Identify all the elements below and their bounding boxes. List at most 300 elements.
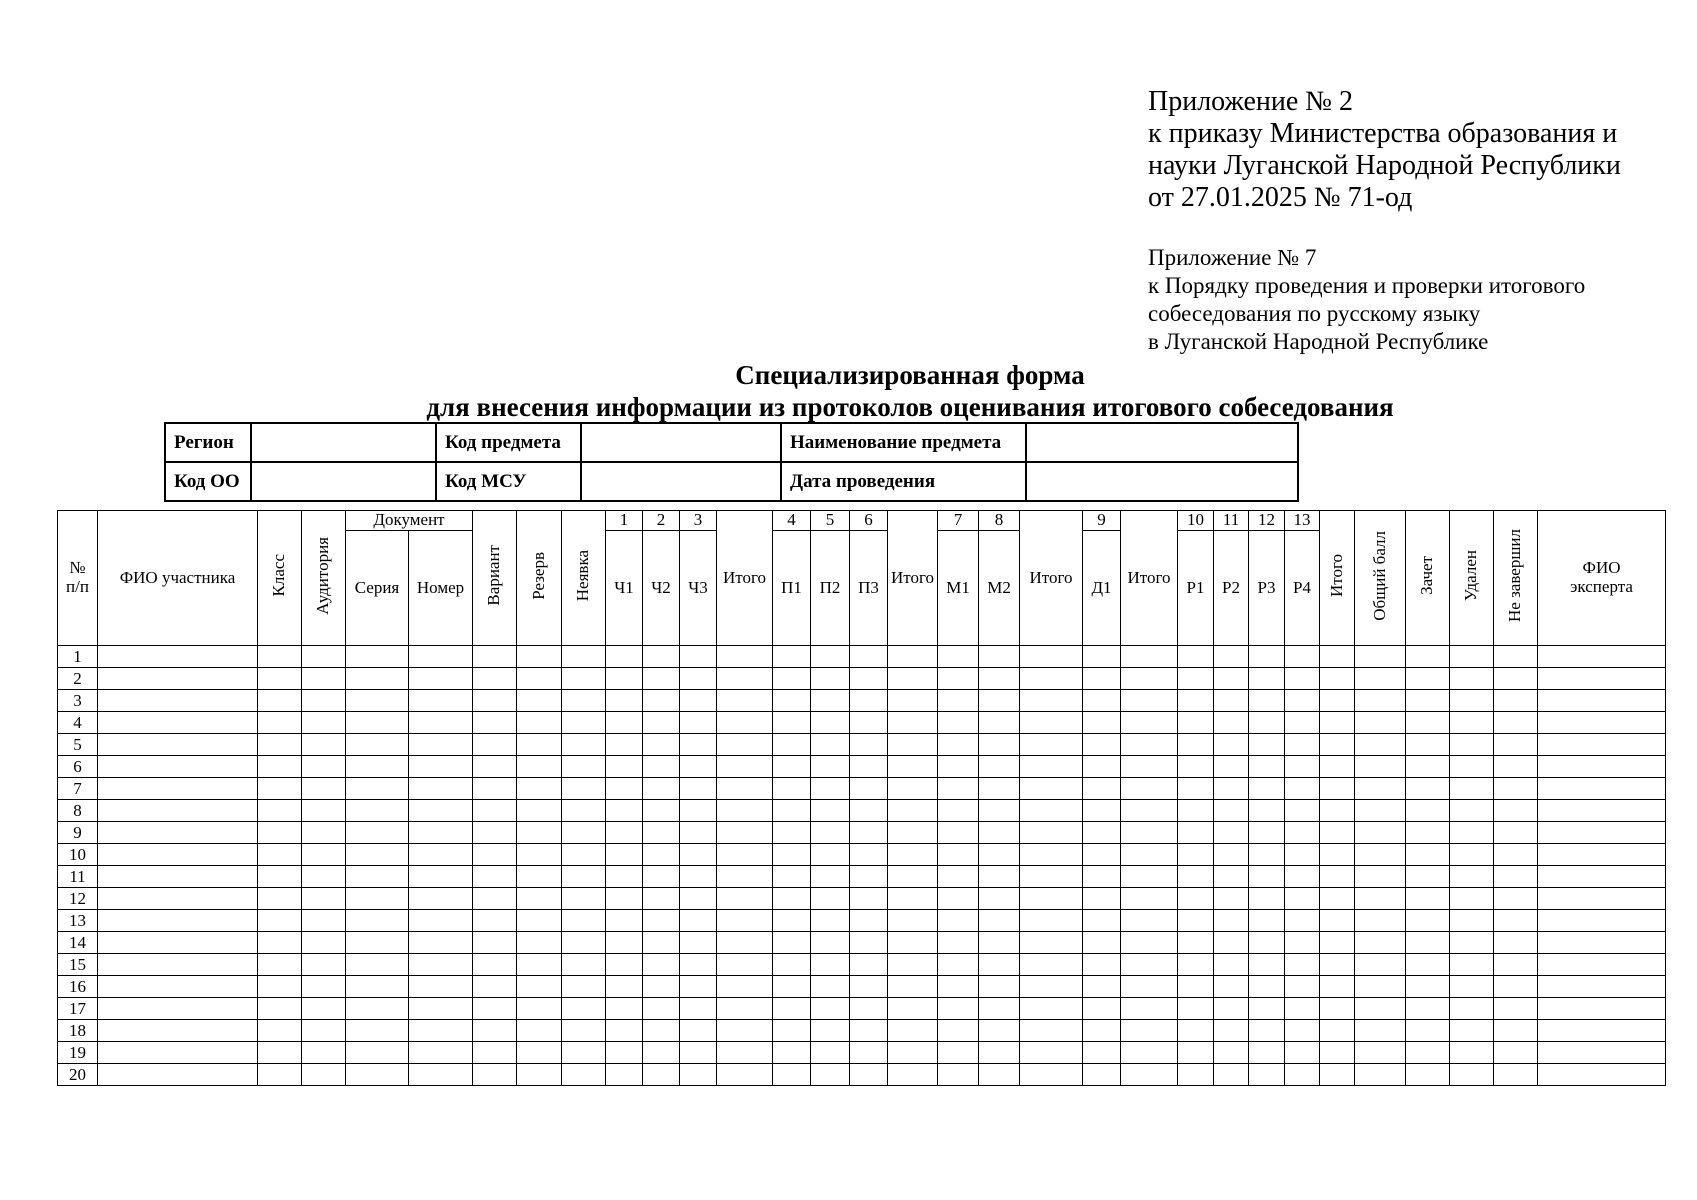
table-cell[interactable] — [1178, 712, 1214, 734]
table-cell[interactable] — [643, 668, 680, 690]
table-cell[interactable] — [1178, 910, 1214, 932]
table-cell[interactable] — [643, 1020, 680, 1042]
table-cell[interactable] — [1320, 778, 1355, 800]
table-cell[interactable] — [1538, 932, 1666, 954]
table-cell[interactable] — [562, 954, 606, 976]
table-cell[interactable] — [562, 888, 606, 910]
table-cell[interactable] — [938, 734, 979, 756]
table-cell[interactable] — [346, 954, 409, 976]
table-cell[interactable] — [1020, 712, 1083, 734]
table-cell[interactable] — [888, 1020, 938, 1042]
table-cell[interactable] — [1285, 954, 1320, 976]
table-cell[interactable] — [1121, 734, 1178, 756]
table-cell[interactable] — [302, 778, 346, 800]
table-cell[interactable] — [1450, 910, 1494, 932]
table-cell[interactable] — [979, 1020, 1020, 1042]
table-cell[interactable] — [773, 778, 811, 800]
table-cell[interactable] — [773, 1020, 811, 1042]
table-cell[interactable] — [346, 1042, 409, 1064]
table-cell[interactable] — [1178, 1042, 1214, 1064]
table-cell[interactable] — [1249, 646, 1285, 668]
table-cell[interactable] — [979, 866, 1020, 888]
table-cell[interactable] — [258, 932, 302, 954]
table-cell[interactable] — [302, 932, 346, 954]
table-cell[interactable] — [1355, 932, 1406, 954]
table-cell[interactable] — [938, 976, 979, 998]
table-cell[interactable] — [517, 712, 562, 734]
table-cell[interactable] — [562, 932, 606, 954]
table-cell[interactable] — [98, 932, 258, 954]
table-cell[interactable] — [979, 954, 1020, 976]
table-cell[interactable] — [850, 778, 888, 800]
table-cell[interactable] — [1538, 998, 1666, 1020]
table-cell[interactable] — [1178, 954, 1214, 976]
table-cell[interactable] — [1121, 822, 1178, 844]
table-cell[interactable] — [98, 668, 258, 690]
table-cell[interactable] — [1214, 1064, 1249, 1086]
table-cell[interactable] — [1494, 756, 1538, 778]
table-cell[interactable] — [1249, 668, 1285, 690]
table-cell[interactable] — [1083, 822, 1121, 844]
table-cell[interactable] — [1249, 844, 1285, 866]
table-cell[interactable] — [409, 1020, 473, 1042]
table-cell[interactable] — [98, 976, 258, 998]
table-cell[interactable] — [1178, 778, 1214, 800]
table-cell[interactable] — [1494, 690, 1538, 712]
table-cell[interactable] — [1121, 954, 1178, 976]
oo-code-field[interactable] — [251, 462, 436, 501]
table-cell[interactable] — [346, 800, 409, 822]
table-cell[interactable] — [258, 998, 302, 1020]
table-cell[interactable] — [473, 756, 517, 778]
table-cell[interactable] — [717, 1042, 773, 1064]
table-cell[interactable] — [979, 932, 1020, 954]
table-cell[interactable] — [517, 998, 562, 1020]
table-cell[interactable] — [258, 712, 302, 734]
table-cell[interactable] — [1083, 668, 1121, 690]
table-cell[interactable] — [1494, 954, 1538, 976]
table-cell[interactable] — [258, 1064, 302, 1086]
table-cell[interactable] — [680, 888, 717, 910]
table-cell[interactable] — [888, 866, 938, 888]
table-cell[interactable] — [811, 998, 850, 1020]
table-cell[interactable] — [979, 822, 1020, 844]
table-cell[interactable] — [1406, 976, 1450, 998]
table-cell[interactable] — [680, 1042, 717, 1064]
table-cell[interactable] — [606, 668, 643, 690]
table-cell[interactable] — [517, 866, 562, 888]
table-cell[interactable] — [979, 646, 1020, 668]
table-cell[interactable] — [346, 822, 409, 844]
table-cell[interactable] — [258, 954, 302, 976]
table-cell[interactable] — [302, 976, 346, 998]
table-cell[interactable] — [1355, 954, 1406, 976]
table-cell[interactable] — [409, 976, 473, 998]
table-cell[interactable] — [1320, 888, 1355, 910]
table-cell[interactable] — [1450, 844, 1494, 866]
table-cell[interactable] — [1285, 668, 1320, 690]
table-cell[interactable] — [562, 690, 606, 712]
table-cell[interactable] — [938, 998, 979, 1020]
table-cell[interactable] — [1450, 1064, 1494, 1086]
table-cell[interactable] — [517, 668, 562, 690]
table-cell[interactable] — [773, 954, 811, 976]
table-cell[interactable] — [1285, 646, 1320, 668]
table-cell[interactable] — [1214, 712, 1249, 734]
table-cell[interactable] — [1020, 910, 1083, 932]
table-cell[interactable] — [473, 910, 517, 932]
table-cell[interactable] — [1121, 976, 1178, 998]
table-cell[interactable] — [773, 932, 811, 954]
table-cell[interactable] — [773, 1064, 811, 1086]
table-cell[interactable] — [1538, 1020, 1666, 1042]
table-cell[interactable] — [1121, 712, 1178, 734]
table-cell[interactable] — [1214, 778, 1249, 800]
table-cell[interactable] — [346, 932, 409, 954]
table-cell[interactable] — [346, 734, 409, 756]
table-cell[interactable] — [1178, 998, 1214, 1020]
table-cell[interactable] — [606, 866, 643, 888]
table-cell[interactable] — [1355, 888, 1406, 910]
table-cell[interactable] — [1020, 1064, 1083, 1086]
table-cell[interactable] — [850, 1020, 888, 1042]
table-cell[interactable] — [1249, 954, 1285, 976]
table-cell[interactable] — [1249, 976, 1285, 998]
table-cell[interactable] — [562, 866, 606, 888]
table-cell[interactable] — [888, 932, 938, 954]
table-cell[interactable] — [409, 822, 473, 844]
table-cell[interactable] — [811, 800, 850, 822]
table-cell[interactable] — [606, 822, 643, 844]
table-cell[interactable] — [850, 844, 888, 866]
table-cell[interactable] — [1121, 690, 1178, 712]
table-cell[interactable] — [1214, 954, 1249, 976]
table-cell[interactable] — [1214, 1042, 1249, 1064]
table-cell[interactable] — [1320, 866, 1355, 888]
table-cell[interactable] — [98, 954, 258, 976]
table-cell[interactable] — [1020, 844, 1083, 866]
table-cell[interactable] — [773, 646, 811, 668]
table-cell[interactable] — [346, 1064, 409, 1086]
table-cell[interactable] — [1285, 822, 1320, 844]
table-cell[interactable] — [606, 734, 643, 756]
table-cell[interactable] — [562, 756, 606, 778]
table-cell[interactable] — [1214, 690, 1249, 712]
table-cell[interactable] — [1450, 800, 1494, 822]
table-cell[interactable] — [1450, 756, 1494, 778]
table-cell[interactable] — [1083, 778, 1121, 800]
table-cell[interactable] — [773, 866, 811, 888]
date-field[interactable] — [1026, 462, 1298, 501]
table-cell[interactable] — [1355, 866, 1406, 888]
table-cell[interactable] — [1494, 888, 1538, 910]
table-cell[interactable] — [680, 1020, 717, 1042]
table-cell[interactable] — [717, 866, 773, 888]
table-cell[interactable] — [562, 1042, 606, 1064]
table-cell[interactable] — [979, 712, 1020, 734]
table-cell[interactable] — [1214, 932, 1249, 954]
table-cell[interactable] — [680, 668, 717, 690]
table-cell[interactable] — [680, 800, 717, 822]
table-cell[interactable] — [979, 976, 1020, 998]
table-cell[interactable] — [473, 778, 517, 800]
table-cell[interactable] — [1355, 646, 1406, 668]
table-cell[interactable] — [1020, 778, 1083, 800]
table-cell[interactable] — [1538, 756, 1666, 778]
table-cell[interactable] — [1121, 800, 1178, 822]
table-cell[interactable] — [517, 646, 562, 668]
table-cell[interactable] — [1355, 778, 1406, 800]
table-cell[interactable] — [888, 712, 938, 734]
table-cell[interactable] — [888, 778, 938, 800]
table-cell[interactable] — [773, 844, 811, 866]
table-cell[interactable] — [1538, 1042, 1666, 1064]
table-cell[interactable] — [850, 1042, 888, 1064]
table-cell[interactable] — [680, 712, 717, 734]
table-cell[interactable] — [1020, 866, 1083, 888]
table-cell[interactable] — [473, 844, 517, 866]
table-cell[interactable] — [1355, 1042, 1406, 1064]
table-cell[interactable] — [1020, 976, 1083, 998]
table-cell[interactable] — [1538, 646, 1666, 668]
table-cell[interactable] — [346, 888, 409, 910]
table-cell[interactable] — [302, 712, 346, 734]
table-cell[interactable] — [1121, 756, 1178, 778]
table-cell[interactable] — [850, 932, 888, 954]
table-cell[interactable] — [409, 844, 473, 866]
table-cell[interactable] — [938, 954, 979, 976]
table-cell[interactable] — [562, 778, 606, 800]
table-cell[interactable] — [1320, 646, 1355, 668]
table-cell[interactable] — [717, 1064, 773, 1086]
table-cell[interactable] — [606, 712, 643, 734]
table-cell[interactable] — [258, 800, 302, 822]
table-cell[interactable] — [409, 778, 473, 800]
table-cell[interactable] — [1178, 888, 1214, 910]
table-cell[interactable] — [938, 712, 979, 734]
table-cell[interactable] — [979, 800, 1020, 822]
table-cell[interactable] — [1406, 866, 1450, 888]
table-cell[interactable] — [1020, 888, 1083, 910]
table-cell[interactable] — [1285, 1020, 1320, 1042]
table-cell[interactable] — [850, 998, 888, 1020]
table-cell[interactable] — [473, 646, 517, 668]
table-cell[interactable] — [98, 822, 258, 844]
table-cell[interactable] — [1214, 866, 1249, 888]
table-cell[interactable] — [1249, 778, 1285, 800]
table-cell[interactable] — [517, 1020, 562, 1042]
table-cell[interactable] — [302, 646, 346, 668]
table-cell[interactable] — [98, 756, 258, 778]
table-cell[interactable] — [1083, 800, 1121, 822]
table-cell[interactable] — [1020, 690, 1083, 712]
table-cell[interactable] — [1020, 668, 1083, 690]
table-cell[interactable] — [258, 976, 302, 998]
table-cell[interactable] — [517, 734, 562, 756]
table-cell[interactable] — [938, 1042, 979, 1064]
table-cell[interactable] — [1121, 932, 1178, 954]
table-cell[interactable] — [98, 1064, 258, 1086]
table-cell[interactable] — [1214, 1020, 1249, 1042]
table-cell[interactable] — [717, 1020, 773, 1042]
table-cell[interactable] — [302, 822, 346, 844]
table-cell[interactable] — [1538, 668, 1666, 690]
table-cell[interactable] — [1450, 888, 1494, 910]
table-cell[interactable] — [258, 1042, 302, 1064]
table-cell[interactable] — [979, 910, 1020, 932]
table-cell[interactable] — [1406, 998, 1450, 1020]
table-cell[interactable] — [1320, 844, 1355, 866]
table-cell[interactable] — [346, 668, 409, 690]
table-cell[interactable] — [302, 734, 346, 756]
table-cell[interactable] — [1538, 822, 1666, 844]
table-cell[interactable] — [680, 756, 717, 778]
table-cell[interactable] — [1320, 976, 1355, 998]
table-cell[interactable] — [811, 932, 850, 954]
table-cell[interactable] — [1121, 1064, 1178, 1086]
table-cell[interactable] — [938, 756, 979, 778]
table-cell[interactable] — [1320, 1042, 1355, 1064]
table-cell[interactable] — [258, 646, 302, 668]
table-cell[interactable] — [1178, 932, 1214, 954]
table-cell[interactable] — [302, 756, 346, 778]
table-cell[interactable] — [1178, 866, 1214, 888]
table-cell[interactable] — [717, 954, 773, 976]
table-cell[interactable] — [1020, 954, 1083, 976]
table-cell[interactable] — [643, 844, 680, 866]
table-cell[interactable] — [473, 976, 517, 998]
table-cell[interactable] — [643, 756, 680, 778]
table-cell[interactable] — [1249, 712, 1285, 734]
table-cell[interactable] — [850, 1064, 888, 1086]
table-cell[interactable] — [517, 976, 562, 998]
table-cell[interactable] — [1494, 932, 1538, 954]
table-cell[interactable] — [258, 888, 302, 910]
table-cell[interactable] — [938, 668, 979, 690]
table-cell[interactable] — [346, 646, 409, 668]
table-cell[interactable] — [1249, 866, 1285, 888]
table-cell[interactable] — [643, 690, 680, 712]
table-cell[interactable] — [680, 778, 717, 800]
table-cell[interactable] — [850, 976, 888, 998]
table-cell[interactable] — [773, 712, 811, 734]
table-cell[interactable] — [979, 888, 1020, 910]
table-cell[interactable] — [1121, 778, 1178, 800]
table-cell[interactable] — [979, 1042, 1020, 1064]
table-cell[interactable] — [1285, 690, 1320, 712]
table-cell[interactable] — [773, 910, 811, 932]
table-cell[interactable] — [1214, 800, 1249, 822]
table-cell[interactable] — [717, 932, 773, 954]
table-cell[interactable] — [409, 646, 473, 668]
table-cell[interactable] — [1406, 844, 1450, 866]
table-cell[interactable] — [717, 910, 773, 932]
table-cell[interactable] — [717, 822, 773, 844]
table-cell[interactable] — [811, 690, 850, 712]
table-cell[interactable] — [680, 866, 717, 888]
table-cell[interactable] — [1020, 1020, 1083, 1042]
table-cell[interactable] — [1406, 800, 1450, 822]
table-cell[interactable] — [850, 646, 888, 668]
table-cell[interactable] — [888, 800, 938, 822]
table-cell[interactable] — [409, 690, 473, 712]
table-cell[interactable] — [1249, 690, 1285, 712]
table-cell[interactable] — [1538, 1064, 1666, 1086]
table-cell[interactable] — [409, 866, 473, 888]
table-cell[interactable] — [680, 646, 717, 668]
table-cell[interactable] — [1083, 954, 1121, 976]
table-cell[interactable] — [888, 844, 938, 866]
table-cell[interactable] — [98, 910, 258, 932]
table-cell[interactable] — [1083, 734, 1121, 756]
table-cell[interactable] — [850, 866, 888, 888]
table-cell[interactable] — [888, 1064, 938, 1086]
table-cell[interactable] — [1406, 668, 1450, 690]
table-cell[interactable] — [1178, 844, 1214, 866]
table-cell[interactable] — [562, 668, 606, 690]
table-cell[interactable] — [98, 888, 258, 910]
table-cell[interactable] — [773, 756, 811, 778]
table-cell[interactable] — [302, 866, 346, 888]
table-cell[interactable] — [346, 866, 409, 888]
table-cell[interactable] — [409, 1042, 473, 1064]
table-cell[interactable] — [1494, 844, 1538, 866]
table-cell[interactable] — [1083, 1020, 1121, 1042]
table-cell[interactable] — [258, 866, 302, 888]
table-cell[interactable] — [888, 998, 938, 1020]
table-cell[interactable] — [346, 976, 409, 998]
table-cell[interactable] — [1538, 954, 1666, 976]
table-cell[interactable] — [811, 976, 850, 998]
table-cell[interactable] — [258, 668, 302, 690]
table-cell[interactable] — [562, 822, 606, 844]
table-cell[interactable] — [1178, 800, 1214, 822]
table-cell[interactable] — [1320, 756, 1355, 778]
table-cell[interactable] — [773, 1042, 811, 1064]
table-cell[interactable] — [888, 954, 938, 976]
table-cell[interactable] — [1121, 866, 1178, 888]
table-cell[interactable] — [1538, 866, 1666, 888]
table-cell[interactable] — [473, 1020, 517, 1042]
table-cell[interactable] — [409, 954, 473, 976]
table-cell[interactable] — [1249, 800, 1285, 822]
table-cell[interactable] — [409, 800, 473, 822]
table-cell[interactable] — [1406, 690, 1450, 712]
table-cell[interactable] — [473, 888, 517, 910]
table-cell[interactable] — [1249, 1064, 1285, 1086]
table-cell[interactable] — [773, 668, 811, 690]
table-cell[interactable] — [888, 888, 938, 910]
table-cell[interactable] — [1249, 998, 1285, 1020]
table-cell[interactable] — [517, 778, 562, 800]
table-cell[interactable] — [979, 756, 1020, 778]
table-cell[interactable] — [98, 712, 258, 734]
table-cell[interactable] — [1214, 646, 1249, 668]
table-cell[interactable] — [1249, 888, 1285, 910]
table-cell[interactable] — [1214, 756, 1249, 778]
table-cell[interactable] — [888, 910, 938, 932]
table-cell[interactable] — [1178, 756, 1214, 778]
table-cell[interactable] — [1406, 888, 1450, 910]
table-cell[interactable] — [258, 690, 302, 712]
table-cell[interactable] — [606, 954, 643, 976]
table-cell[interactable] — [850, 822, 888, 844]
table-cell[interactable] — [717, 712, 773, 734]
table-cell[interactable] — [1285, 910, 1320, 932]
table-cell[interactable] — [1355, 1020, 1406, 1042]
subject-name-field[interactable] — [1026, 423, 1298, 462]
table-cell[interactable] — [1494, 998, 1538, 1020]
